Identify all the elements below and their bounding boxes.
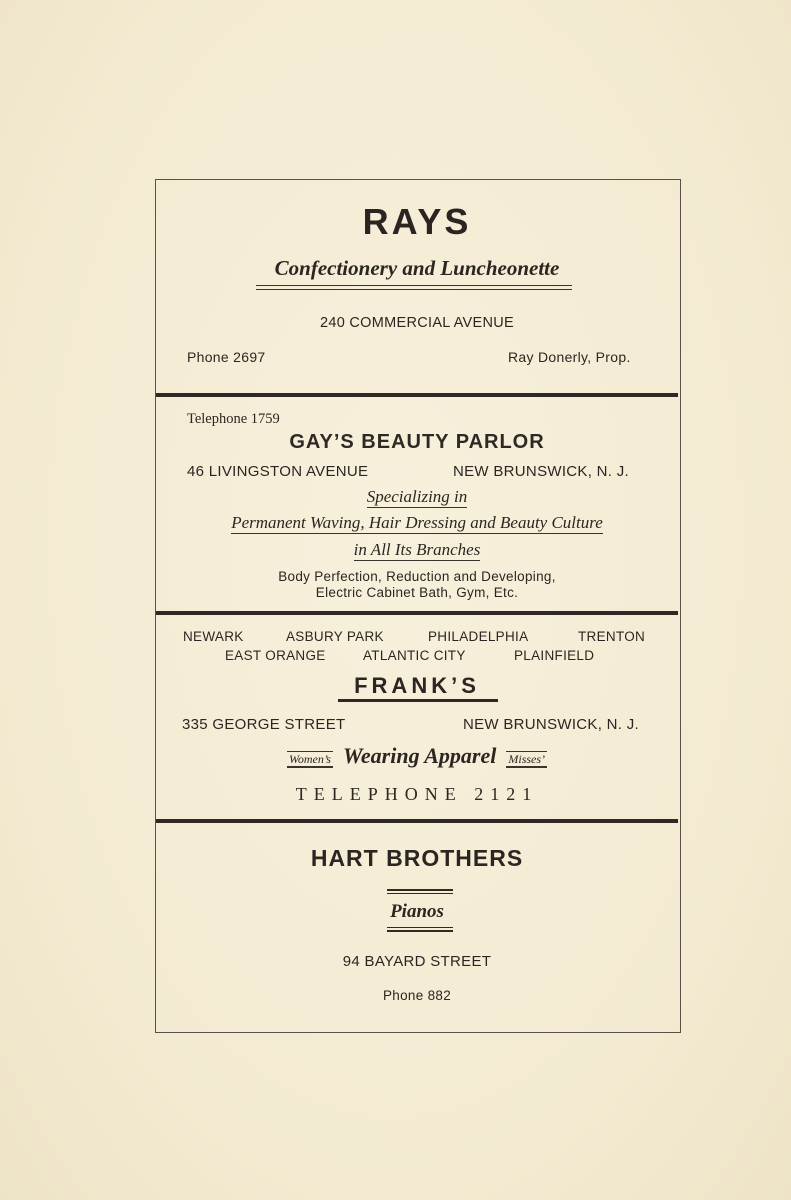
franks-city-newark: NEWARK (183, 629, 244, 644)
rays-address: 240 COMMERCIAL AVENUE (319, 315, 515, 331)
franks-city-philadelphia: PHILADELPHIA (428, 629, 529, 644)
franks-city: NEW BRUNSWICK, N. J. (463, 716, 640, 733)
gays-services-line2: in All Its Branches (353, 540, 481, 559)
hart-address: 94 BAYARD STREET (342, 953, 492, 970)
gays-services-line1: Permanent Waving, Hair Dressing and Beauty Culture (231, 513, 603, 532)
franks-telephone: TELEPHONE 2121 (295, 784, 539, 804)
franks-city-asbury-park: ASBURY PARK (286, 629, 384, 644)
rays-title: RAYS (362, 201, 472, 242)
gays-city: NEW BRUNSWICK, N. J. (453, 463, 630, 480)
gays-address: 46 LIVINGSTON AVENUE (187, 463, 369, 480)
rays-proprietor: Ray Donerly, Prop. (508, 349, 631, 365)
hart-top-rule (387, 889, 453, 894)
rays-phone: Phone 2697 (187, 349, 266, 365)
gays-title: GAY’S BEAUTY PARLOR (289, 431, 545, 453)
hart-bottom-rule (387, 927, 453, 932)
hart-title: HART BROTHERS (310, 845, 524, 871)
hart-ad (156, 179, 678, 1031)
gays-extra-line2: Electric Cabinet Bath, Gym, Etc. (315, 585, 519, 600)
gays-specializing: Specializing in (366, 487, 468, 506)
franks-title: FRANK’S (354, 673, 480, 698)
franks-city-trenton: TRENTON (578, 629, 646, 644)
rays-subtitle: Confectionery and Luncheonette (274, 256, 560, 280)
franks-misses: Misses’ (508, 752, 546, 766)
franks-address: 335 GEORGE STREET (182, 716, 346, 733)
franks-wearing-apparel: Wearing Apparel (342, 743, 497, 768)
franks-city-east-orange: EAST ORANGE (225, 648, 326, 663)
franks-city-plainfield: PLAINFIELD (514, 648, 595, 663)
franks-womens: Women’s (288, 752, 331, 766)
hart-phone: Phone 882 (382, 988, 451, 1003)
gays-extra-line1: Body Perfection, Reduction and Developing, (278, 569, 556, 584)
gays-telephone: Telephone 1759 (187, 411, 280, 427)
hart-subtitle: Pianos (390, 901, 444, 922)
franks-city-atlantic-city: ATLANTIC CITY (363, 648, 466, 663)
